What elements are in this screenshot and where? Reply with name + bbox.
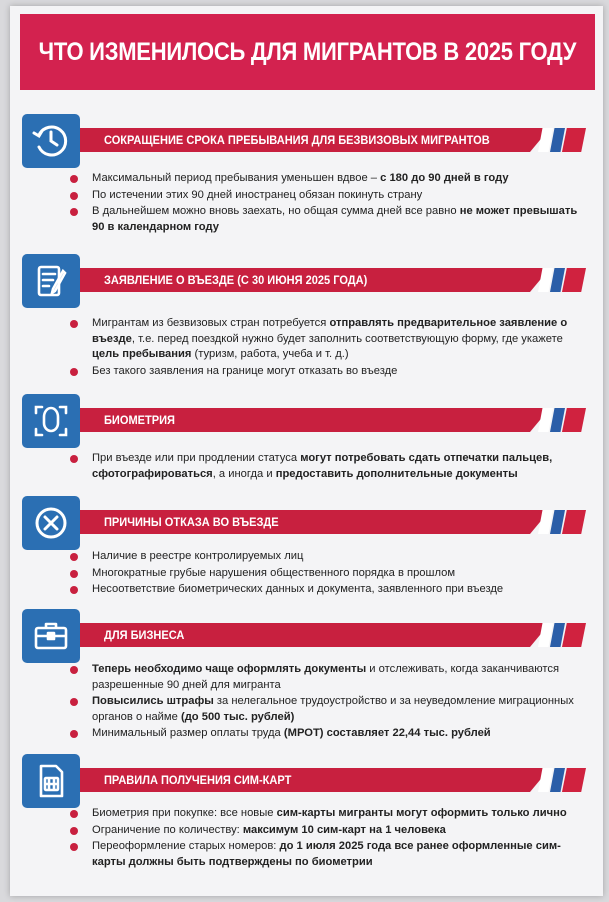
list-item: Повысились штрафы за нелегальное трудоустройство и за неуведомление миграционных органов о найме (до 500 тыс. рублей) xyxy=(66,694,586,725)
clock-history-icon xyxy=(22,114,80,168)
list-item: Мигрантам из безвизовых стран потребуется отправлять предварительное заявление о въезде, т.е. перед поездкой нужно будет заполнить соответствующую форму, где укажете цель пребывания (туризм, работа, учеба и т. д.) xyxy=(66,316,586,363)
list-item: При въезде или при продлении статуса могут потребовать сдать отпечатки пальцев, сфотографироваться, а иногда и предоставить дополнительные документы xyxy=(66,451,586,482)
list-item: Многократные грубые нарушения общественного порядка в прошлом xyxy=(66,566,586,582)
cross-circle-icon xyxy=(22,496,80,550)
page-title: ЧТО ИЗМЕНИЛОСЬ ДЛЯ МИГРАНТОВ В 2025 ГОДУ xyxy=(38,37,577,66)
list-item: По истечении этих 90 дней иностранец обязан покинуть страну xyxy=(66,188,586,204)
section-5-list xyxy=(66,806,586,871)
sim-card-icon xyxy=(22,754,80,808)
section-title: ЗАЯВЛЕНИЕ О ВЪЕЗДЕ (С 30 ИЮНЯ 2025 ГОДА) xyxy=(104,273,368,287)
list-item: Ограничение по количеству: максимум 10 сим-карт на 1 человека xyxy=(66,823,586,839)
section-3-list xyxy=(66,549,586,599)
title-banner xyxy=(20,14,595,90)
list-item: Без такого заявления на границе могут отказать во въезде xyxy=(66,364,586,380)
section-title: ПРАВИЛА ПОЛУЧЕНИЯ СИМ-КАРТ xyxy=(104,773,292,787)
list-item: Несоответствие биометрических данных и документа, заявленного при въезде xyxy=(66,582,586,598)
list-item: Минимальный размер оплаты труда (МРОТ) составляет 22,44 тыс. рублей xyxy=(66,726,586,742)
list-item: Биометрия при покупке: все новые сим-карты мигранты могут оформить только лично xyxy=(66,806,586,822)
face-scan-icon xyxy=(22,394,80,448)
section-0-list xyxy=(66,171,586,236)
list-item: Наличие в реестре контролируемых лиц xyxy=(66,549,586,565)
list-item: Максимальный период пребывания уменьшен вдвое – с 180 до 90 дней в году xyxy=(66,171,586,187)
section-1-list xyxy=(66,316,586,380)
list-item: В дальнейшем можно вновь заехать, но общая сумма дней все равно не может превышать 90 в календарном году xyxy=(66,204,586,235)
section-title: ПРИЧИНЫ ОТКАЗА ВО ВЪЕЗДЕ xyxy=(104,515,279,529)
list-item: Теперь необходимо чаще оформлять документы и отслеживать, когда заканчиваются разрешенные 90 дней для мигранта xyxy=(66,662,586,693)
list-item: Переоформление старых номеров: до 1 июля 2025 года все ранее оформленные сим-карты должны быть подтверждены по биометрии xyxy=(66,839,586,870)
section-4-list xyxy=(66,662,586,743)
infographic-sheet xyxy=(10,6,603,896)
document-pen-icon xyxy=(22,254,80,308)
section-2-list xyxy=(66,451,586,483)
section-title: ДЛЯ БИЗНЕСА xyxy=(104,628,185,642)
section-title: СОКРАЩЕНИЕ СРОКА ПРЕБЫВАНИЯ ДЛЯ БЕЗВИЗОВЫХ МИГРАНТОВ xyxy=(104,133,490,147)
briefcase-icon xyxy=(22,609,80,663)
section-title: БИОМЕТРИЯ xyxy=(104,413,175,427)
